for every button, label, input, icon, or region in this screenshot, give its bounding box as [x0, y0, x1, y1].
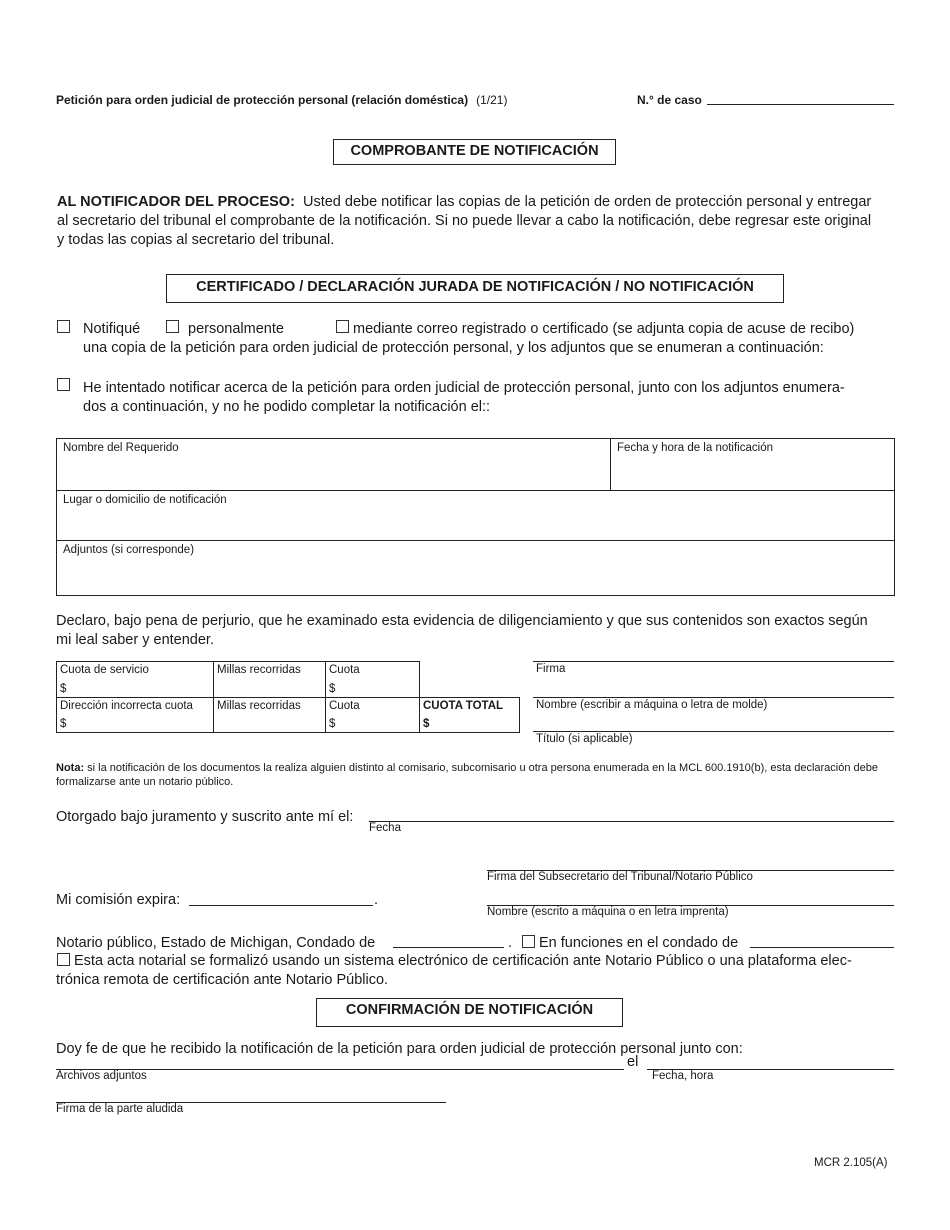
service-date-time-label: Fecha y hora de la notificación [617, 442, 773, 454]
mileage-fee-dollar-1: $ [329, 683, 336, 695]
case-no-label: N.° de caso [637, 93, 702, 107]
personally-label: personalmente [188, 321, 284, 337]
served-continuation: una copia de la petición para orden judicial de protección personal, y los adjuntos que se enumeran a continuación: [83, 340, 824, 356]
server-instructions [57, 193, 872, 250]
service-date-time-field[interactable] [610, 438, 895, 491]
ack-on-label: el [627, 1054, 639, 1070]
county-field[interactable] [393, 947, 504, 948]
commission-period: . [374, 892, 379, 908]
by-mail-checkbox[interactable] [336, 320, 349, 333]
signature-field[interactable] [533, 697, 894, 698]
county-label: Notario público, Estado de Michigan, Condado de [56, 935, 376, 951]
commission-label: Mi comisión expira: [56, 892, 181, 908]
mileage-fee-field-1[interactable] [325, 661, 420, 698]
place-of-service-label: Lugar o domicilio de notificación [63, 494, 227, 506]
total-fee-field[interactable] [419, 697, 520, 733]
note-text: si la notificación de los documentos la realiza alguien distinto al comisario, subcomisario u otra persona enumerada en la MCL 600.1910(b), esta declaración debe formalizarse ante un notario público. [56, 762, 878, 788]
form-title [56, 93, 507, 107]
service-fee-dollar: $ [60, 683, 67, 695]
notary-name-label: Nombre (escrito a máquina o en letra imprenta) [487, 906, 729, 918]
electronic-notarization-checkbox[interactable] [57, 953, 70, 966]
signature-top-rule [533, 661, 894, 662]
form-version: (1/21) [476, 93, 508, 107]
mileage-fee-field-2[interactable] [325, 697, 420, 733]
title-label [536, 733, 633, 745]
name-typed-field[interactable] [533, 731, 894, 732]
respondent-name-label: Nombre del Requerido [63, 442, 179, 454]
served-label: Notifiqué [83, 321, 141, 337]
county-period: . [508, 935, 513, 951]
acknowledgment-title: CONFIRMACIÓN DE NOTIFICACIÓN [316, 998, 623, 1027]
incorrect-address-dollar: $ [60, 718, 67, 730]
acting-county-label: En funciones en el condado de [539, 935, 739, 951]
miles-label-1: Millas recorridas [217, 664, 301, 676]
electronic-text-2: trónica remota de certificación ante Notario Público. [56, 972, 389, 988]
party-signature-label: Firma de la parte aludida [56, 1103, 184, 1115]
notary-note [56, 761, 896, 789]
mileage-fee-dollar-2: $ [329, 718, 336, 730]
respondent-name-field[interactable] [56, 438, 611, 491]
name-typed-label: Nombre (escribir a máquina o letra de molde) [536, 699, 768, 711]
deputy-signature-label: Firma del Subsecretario del Tribunal/Notario Público [487, 871, 753, 883]
place-of-service-field[interactable] [56, 490, 895, 541]
total-fee-label: CUOTA TOTAL [423, 700, 504, 712]
mileage-fee-label-2: Cuota [329, 700, 360, 712]
sworn-date-field[interactable] [369, 821, 894, 822]
service-fee-label: Cuota de servicio [60, 664, 149, 676]
total-fee-dollar: $ [423, 718, 430, 730]
certificate-title: CERTIFICADO / DECLARACIÓN JURADA DE NOTIFICACIÓN / NO NOTIFICACIÓN [166, 274, 784, 303]
sworn-label: Otorgado bajo juramento y suscrito ante mí el: [56, 809, 354, 825]
acting-county-field[interactable] [750, 947, 894, 948]
ack-date-time-label: Fecha, hora [652, 1070, 714, 1082]
instructions-text: Usted debe notificar las copias de la petición de orden de protección personal y entregar al secretario del tribunal el comprobante de la notificación. Si no puede llevar a cabo la notificación, debe regresar este original y todas las copias al secretario del tribunal. [57, 194, 872, 248]
case-no-field[interactable] [707, 104, 894, 105]
incorrect-address-fee-label: Dirección incorrecta cuota [60, 700, 193, 712]
miles-field-2[interactable] [213, 697, 326, 733]
served-checkbox[interactable] [57, 320, 70, 333]
by-mail-label: mediante correo registrado o certificado (se adjunta copia de acuse de recibo) [353, 321, 855, 337]
acknowledgment-text: Doy fe de que he recibido la notificación de la petición para orden judicial de protección personal junto con: [56, 1041, 743, 1057]
instructions-lead: AL NOTIFICADOR DEL PROCESO: [57, 194, 295, 210]
mileage-fee-label-1: Cuota [329, 664, 360, 676]
not-served-text-1: He intentado notificar acerca de la petición para orden judicial de protección personal, junto con los adjuntos enumera- [83, 380, 845, 396]
incorrect-address-fee-field[interactable] [56, 697, 214, 733]
title-rest: (si aplicable) [567, 733, 633, 745]
ack-attachments-label: Archivos adjuntos [56, 1070, 147, 1082]
personally-checkbox[interactable] [166, 320, 179, 333]
not-served-text-2: dos a continuación, y no he podido completar la notificación el:: [83, 399, 491, 415]
proof-of-service-title: COMPROBANTE DE NOTIFICACIÓN [333, 139, 616, 165]
note-label: Nota: [56, 762, 85, 774]
acting-county-checkbox[interactable] [522, 935, 535, 948]
attachments-label: Adjuntos (si corresponde) [63, 544, 195, 556]
commission-expires-field[interactable] [189, 905, 373, 906]
signature-label: Firma [536, 663, 566, 675]
title-lead: Título [536, 733, 565, 745]
perjury-declaration: Declaro, bajo pena de perjurio, que he examinado esta evidencia de diligenciamiento y que sus contenidos son exactos según mi leal saber y entender. [56, 613, 868, 648]
attachments-field[interactable] [56, 540, 895, 596]
form-code: MCR 2.105(A) [814, 1157, 888, 1169]
miles-field-1[interactable] [213, 661, 326, 698]
not-served-checkbox[interactable] [57, 378, 70, 391]
sworn-date-label: Fecha [369, 822, 401, 834]
form-title-text: Petición para orden judicial de protección personal (relación doméstica) [56, 93, 469, 107]
miles-label-2: Millas recorridas [217, 700, 301, 712]
electronic-text-1: Esta acta notarial se formalizó usando un sistema electrónico de certificación ante Notario Público o una plataforma elec- [74, 953, 852, 969]
service-fee-field[interactable] [56, 661, 214, 698]
